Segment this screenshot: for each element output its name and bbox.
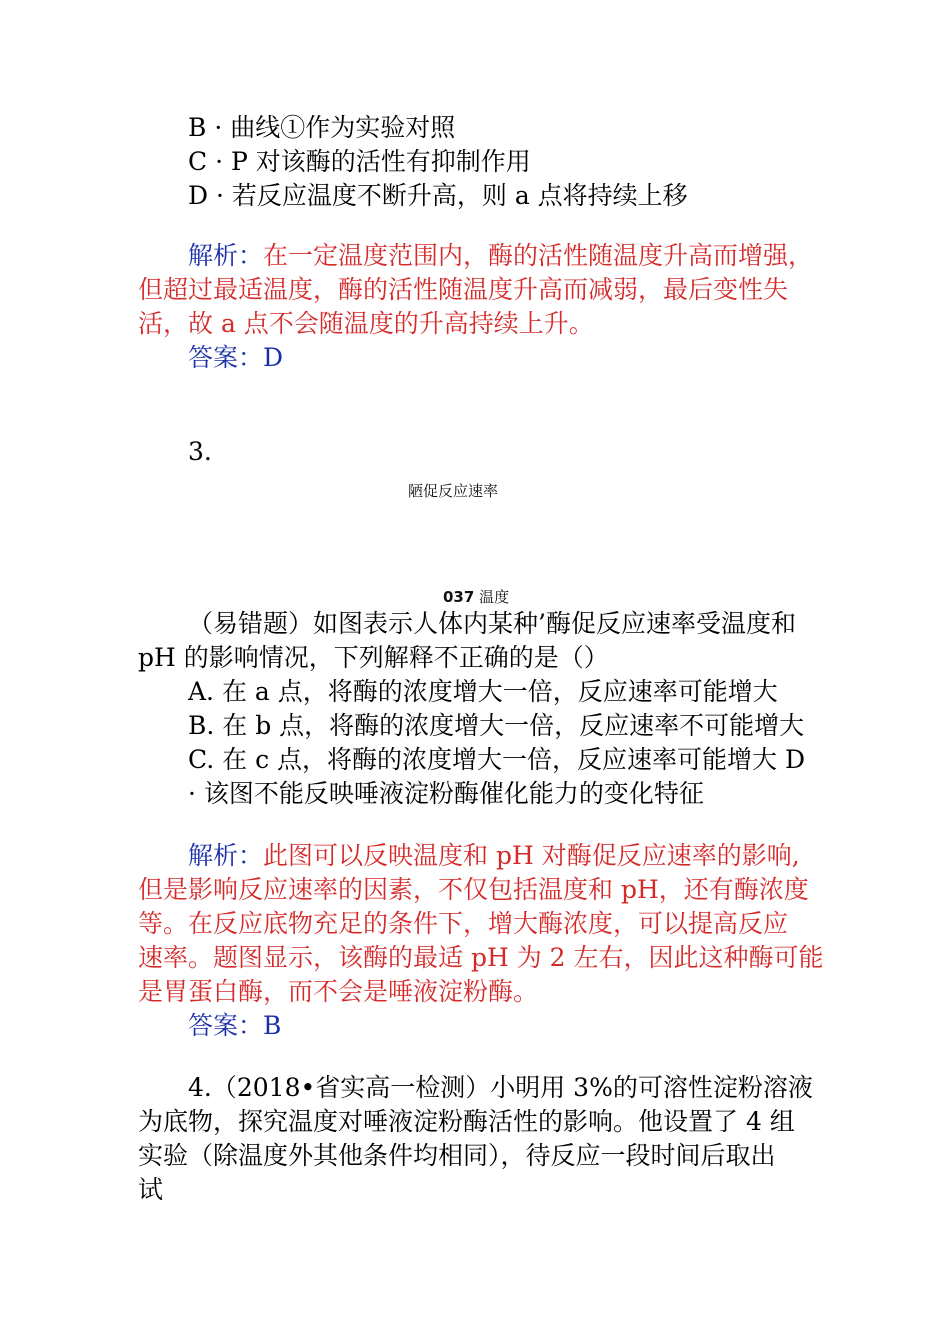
q3-stem-line1: （易错题）如图表示人体内某种’酶促反应速率受温度和 xyxy=(188,609,796,638)
q2-answer: 答案：D xyxy=(188,343,284,372)
q3-option-d: · 该图不能反映唾液淀粉酶催化能力的变化特征 xyxy=(188,779,704,808)
q3-answer: 答案：B xyxy=(188,1011,282,1040)
q2-analysis-line2: 但超过最适温度，酶的活性随温度升高而减弱，最后变性失 xyxy=(138,275,789,304)
q3-analysis-line4: 速率。题图显示，该酶的最适 pH 为 2 左右，因此这种酶可能 xyxy=(138,943,824,972)
q3-number: 3. xyxy=(188,437,212,466)
q3-figure-xlabel-text: 温度 xyxy=(479,588,510,606)
q4-line1: 4.（2018•省实高一检测）小明用 3%的可溶性淀粉溶液 xyxy=(188,1073,813,1102)
q3-figure-xlabel-num: 037 xyxy=(443,588,475,606)
q2-option-b: B · 曲线①作为实验对照 xyxy=(188,113,456,142)
q3-analysis-label: 解析： xyxy=(188,841,264,870)
q3-figure-ylabel: 陋促反应速率 xyxy=(408,482,499,500)
q4-line2: 为底物，探究温度对唾液淀粉酶活性的影响。他设置了 4 组 xyxy=(138,1107,795,1136)
q3-stem-line2: pH 的影响情况，下列解释不正确的是（） xyxy=(138,643,609,672)
q3-analysis-line2: 但是影响反应速率的因素，不仅包括温度和 pH，还有酶浓度 xyxy=(138,875,809,904)
q3-figure-xlabel xyxy=(443,587,509,607)
q3-option-b: B. 在 b 点，将酶的浓度增大一倍，反应速率不可能增大 xyxy=(188,711,805,740)
q4-line4: 试 xyxy=(138,1175,164,1204)
q3-analysis-line1 xyxy=(188,840,800,872)
q2-analysis-line1 xyxy=(188,240,813,272)
q2-option-d: D · 若反应温度不断升高，则 a 点将持续上移 xyxy=(188,181,688,210)
q3-analysis-line5: 是胃蛋白酶，而不会是唾液淀粉酶。 xyxy=(138,977,539,1006)
q3-analysis-line3: 等。在反应底物充足的条件下，增大酶浓度，可以提高反应 xyxy=(138,909,789,938)
q2-analysis-line3: 活，故 a 点不会随温度的升高持续上升。 xyxy=(138,309,594,338)
q2-analysis-text1: 在一定温度范围内，酶的活性随温度升高而增强， xyxy=(263,241,814,270)
q3-option-a: A. 在 a 点，将酶的浓度增大一倍，反应速率可能增大 xyxy=(188,677,778,706)
q2-analysis-label: 解析： xyxy=(188,241,264,270)
q4-line3: 实验（除温度外其他条件均相同），待反应一段时间后取出 xyxy=(138,1141,776,1170)
q2-option-c: C · P 对该酶的活性有抑制作用 xyxy=(188,147,531,176)
q3-option-c: C. 在 c 点，将酶的浓度增大一倍，反应速率可能增大 D xyxy=(188,745,806,774)
q3-analysis-text1: 此图可以反映温度和 pH 对酶促反应速率的影响, xyxy=(263,841,800,870)
